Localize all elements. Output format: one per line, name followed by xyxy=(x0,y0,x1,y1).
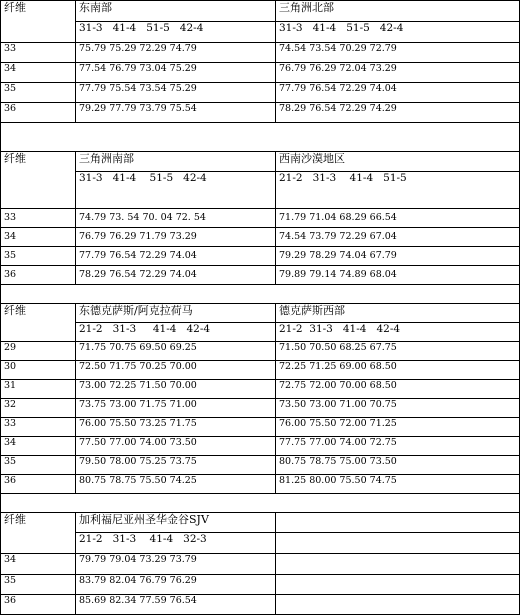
spacer-row xyxy=(1,123,520,152)
section-header-row xyxy=(1,152,520,172)
table-row xyxy=(1,380,520,399)
price-values: 80.75 78.75 75.00 73.50 xyxy=(276,456,520,475)
price-values: 76.79 76.29 71.79 73.29 xyxy=(76,228,276,247)
fiber-header: 纤维 xyxy=(1,304,76,342)
fiber-value: 36 xyxy=(1,475,76,494)
table-row xyxy=(1,266,520,285)
fiber-value: 35 xyxy=(1,247,76,266)
price-values: 79.50 78.00 75.25 73.75 xyxy=(76,456,276,475)
empty-cell xyxy=(276,575,520,595)
region-title: 东南部 xyxy=(76,1,276,22)
fiber-value: 35 xyxy=(1,456,76,475)
region-title: 加利福尼亚州圣华金谷SJV xyxy=(76,513,276,533)
fiber-value: 31 xyxy=(1,380,76,399)
grade-codes: 31-3 41-4 51-5 42-4 xyxy=(276,22,520,43)
grade-header-row xyxy=(1,323,520,342)
table-row xyxy=(1,475,520,494)
price-values: 72.75 72.00 70.00 68.50 xyxy=(276,380,520,399)
grade-codes: 21-2 31-3 41-4 42-4 xyxy=(276,323,520,342)
price-values: 77.50 77.00 74.00 73.50 xyxy=(76,437,276,456)
price-values: 78.29 76.54 72.29 74.04 xyxy=(76,266,276,285)
price-values: 73.50 73.00 71.00 70.75 xyxy=(276,399,520,418)
empty-cell xyxy=(276,533,520,554)
grade-codes: 21-2 31-3 41-4 42-4 xyxy=(76,323,276,342)
fiber-value: 29 xyxy=(1,342,76,361)
price-values: 85.69 82.34 77.59 76.54 xyxy=(76,595,276,615)
fiber-header: 纤维 xyxy=(1,152,76,209)
table-row xyxy=(1,418,520,437)
table-row xyxy=(1,103,520,123)
price-values: 79.29 77.79 73.79 75.54 xyxy=(76,103,276,123)
fiber-value: 34 xyxy=(1,228,76,247)
price-values: 83.79 82.04 76.79 76.29 xyxy=(76,575,276,595)
fiber-header: 纤维 xyxy=(1,513,76,554)
price-values: 77.54 76.79 73.04 75.29 xyxy=(76,63,276,83)
fiber-value: 35 xyxy=(1,83,76,103)
table-row xyxy=(1,437,520,456)
price-values: 79.79 79.04 73.29 73.79 xyxy=(76,554,276,575)
price-values: 77.75 77.00 74.00 72.75 xyxy=(276,437,520,456)
price-values: 79.29 78.29 74.04 67.79 xyxy=(276,247,520,266)
section-header-row xyxy=(1,304,520,323)
price-values: 73.75 73.00 71.75 71.00 xyxy=(76,399,276,418)
price-values: 71.75 70.75 69.50 69.25 xyxy=(76,342,276,361)
spacer xyxy=(1,123,520,152)
table-row xyxy=(1,595,520,615)
price-values: 76.00 75.50 73.25 71.75 xyxy=(76,418,276,437)
price-values: 77.79 75.54 73.54 75.29 xyxy=(76,83,276,103)
price-values: 72.50 71.75 70.25 70.00 xyxy=(76,361,276,380)
price-values: 79.89 79.14 74.89 68.04 xyxy=(276,266,520,285)
grade-header-row xyxy=(1,22,520,43)
fiber-value: 34 xyxy=(1,437,76,456)
price-values: 72.25 71.25 69.00 68.50 xyxy=(276,361,520,380)
fiber-header: 纤维 xyxy=(1,1,76,43)
fiber-value: 36 xyxy=(1,103,76,123)
table-row xyxy=(1,456,520,475)
region-title: 德克萨斯西部 xyxy=(276,304,520,323)
fiber-value: 33 xyxy=(1,209,76,228)
fiber-value: 32 xyxy=(1,399,76,418)
region-title: 三角洲南部 xyxy=(76,152,276,172)
region-title: 西南沙漠地区 xyxy=(276,152,520,172)
price-values: 81.25 80.00 75.50 74.75 xyxy=(276,475,520,494)
spacer xyxy=(1,285,520,304)
price-values: 74.54 73.79 72.29 67.04 xyxy=(276,228,520,247)
table-row xyxy=(1,575,520,595)
price-values: 78.29 76.54 72.29 74.29 xyxy=(276,103,520,123)
section-header-row xyxy=(1,513,520,533)
spacer-row xyxy=(1,494,520,513)
table-row xyxy=(1,554,520,575)
table-row xyxy=(1,228,520,247)
table-row xyxy=(1,399,520,418)
table-row xyxy=(1,209,520,228)
spacer xyxy=(1,494,520,513)
fiber-value: 34 xyxy=(1,63,76,83)
table-row xyxy=(1,342,520,361)
fiber-value: 35 xyxy=(1,575,76,595)
price-values: 76.00 75.50 72.00 71.25 xyxy=(276,418,520,437)
table-row xyxy=(1,361,520,380)
grade-codes: 31-3 41-4 51-5 42-4 xyxy=(76,172,276,209)
grade-codes: 21-2 31-3 41-4 32-3 xyxy=(76,533,276,554)
price-values: 80.75 78.75 75.50 74.25 xyxy=(76,475,276,494)
empty-cell xyxy=(276,554,520,575)
price-values: 77.79 76.54 72.29 74.04 xyxy=(276,83,520,103)
section-header-row xyxy=(1,1,520,22)
table-row xyxy=(1,63,520,83)
grade-header-row xyxy=(1,533,520,554)
grade-codes: 21-2 31-3 41-4 51-5 xyxy=(276,172,520,209)
price-values: 71.79 71.04 68.29 66.54 xyxy=(276,209,520,228)
grade-header-row xyxy=(1,172,520,209)
fiber-value: 36 xyxy=(1,266,76,285)
table-row xyxy=(1,43,520,63)
table-row xyxy=(1,247,520,266)
grade-codes: 31-3 41-4 51-5 42-4 xyxy=(76,22,276,43)
empty-cell xyxy=(276,513,520,533)
fiber-value: 33 xyxy=(1,43,76,63)
price-values: 73.00 72.25 71.50 70.00 xyxy=(76,380,276,399)
price-values: 76.79 76.29 72.04 73.29 xyxy=(276,63,520,83)
fiber-value: 34 xyxy=(1,554,76,575)
region-title: 东德克萨斯/阿克拉荷马 xyxy=(76,304,276,323)
fiber-value: 36 xyxy=(1,595,76,615)
spacer-row xyxy=(1,285,520,304)
price-values: 74.79 73. 54 70. 04 72. 54 xyxy=(76,209,276,228)
price-values: 75.79 75.29 72.29 74.79 xyxy=(76,43,276,63)
region-title: 三角洲北部 xyxy=(276,1,520,22)
price-values: 77.79 76.54 72.29 74.04 xyxy=(76,247,276,266)
fiber-value: 33 xyxy=(1,418,76,437)
table-row xyxy=(1,83,520,103)
price-values: 74.54 73.54 70.29 72.79 xyxy=(276,43,520,63)
empty-cell xyxy=(276,595,520,615)
fiber-value: 30 xyxy=(1,361,76,380)
price-values: 71.50 70.50 68.25 67.75 xyxy=(276,342,520,361)
